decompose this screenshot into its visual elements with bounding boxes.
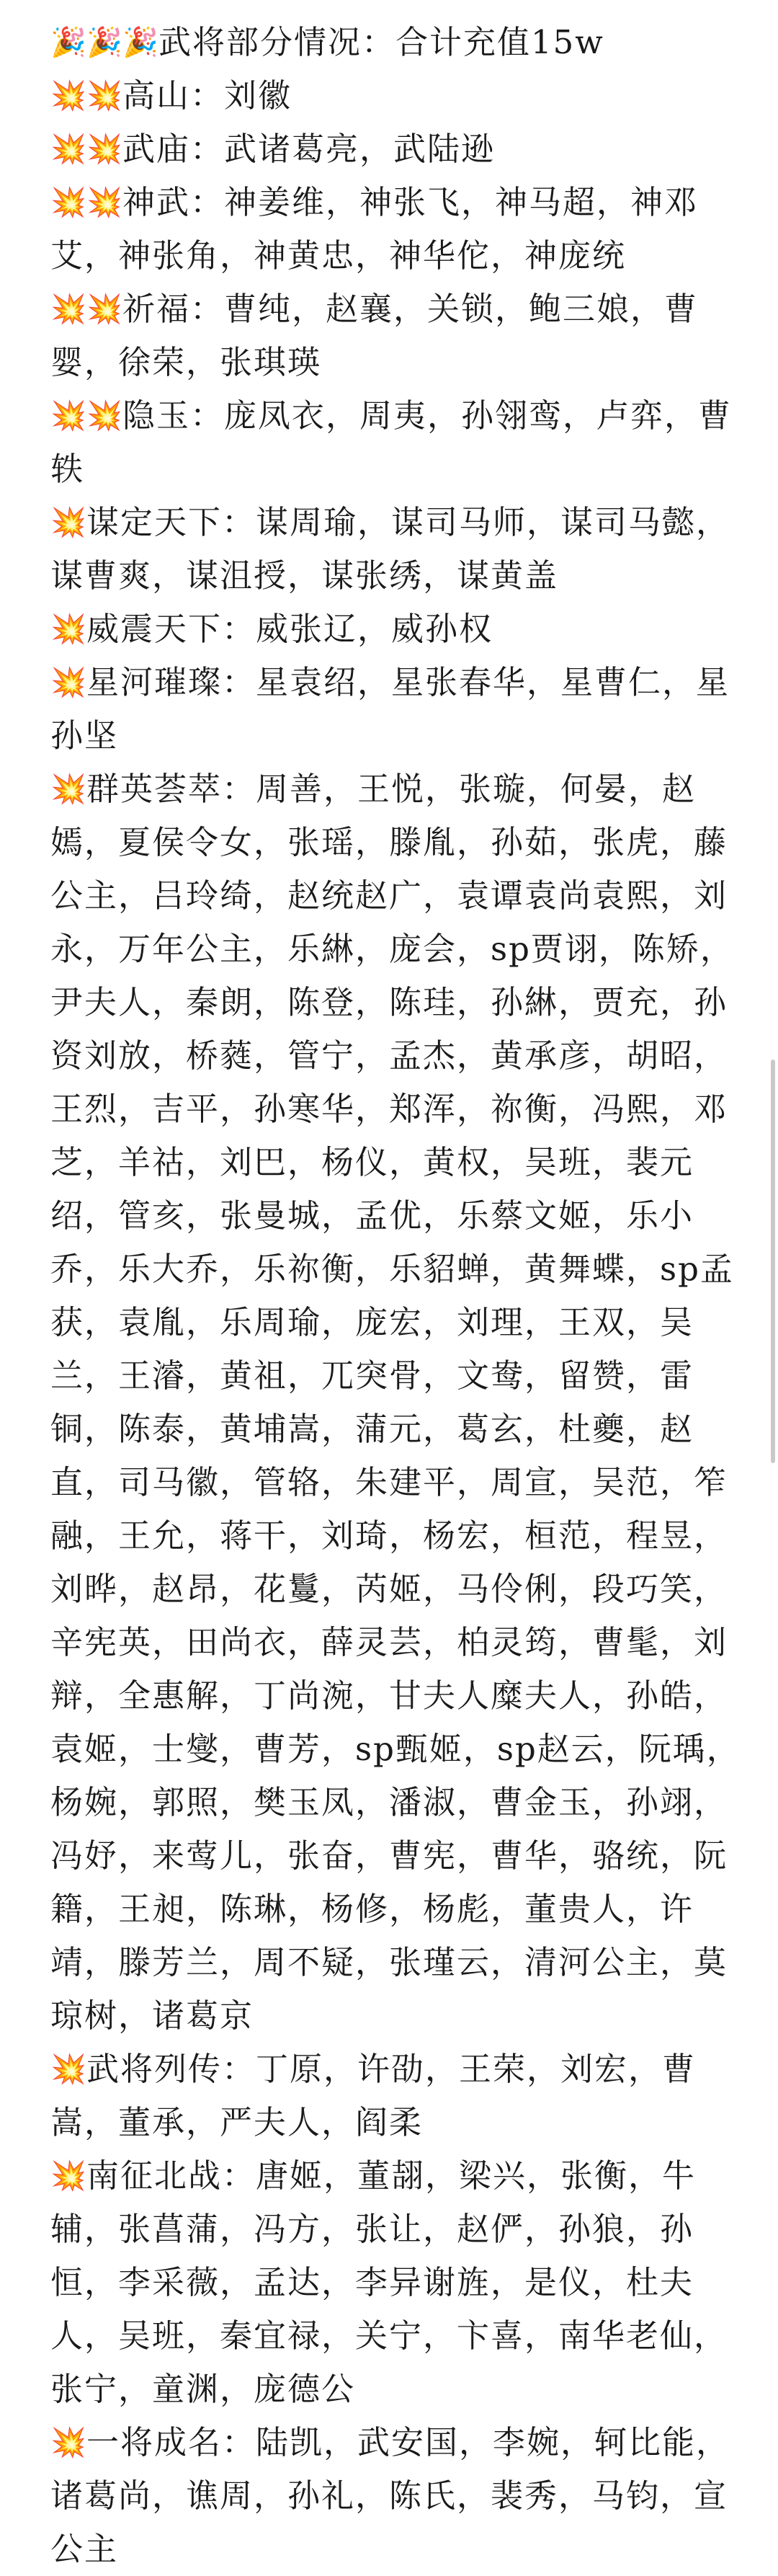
scrollbar[interactable] [771, 1060, 775, 1463]
section-text: 武将列传：丁原，许劭，王荣，刘宏，曹嵩，董承，严夫人，阎柔 [50, 2050, 697, 2141]
section-yinyu [50, 389, 749, 496]
collision-icon: 💥 [86, 79, 124, 112]
section-text: 高山：刘徽 [122, 76, 292, 115]
party-popper-icon: 🎉 [86, 26, 124, 59]
collision-icon: 💥 [50, 613, 88, 646]
section-text: 神武：神姜维，神张飞，神马超，神邓艾，神张角，神黄忠，神华佗，神庞统 [50, 183, 699, 275]
section-text: 南征北战：唐姬，董翓，梁兴，张衡，牛辅，张菖蒲，冯方，张让，赵俨，孙狼，孙恒，李采薇，孟达，李异谢旌，是仪，杜夫人，吴班，秦宜禄，关宁，卞喜，南华老仙，张宁，童渊，庞德公 [50, 2157, 728, 2408]
section-xinghecuican [50, 656, 749, 763]
section-text: 一将成名：陆凯，武安国，李婉，轲比能，诸葛尚，谯周，孙礼，陈氏，裴秀，马钧，宣公主 [50, 2423, 730, 2568]
collision-icon: 💥 [50, 79, 88, 112]
section-gaoshan [50, 69, 749, 123]
collision-icon: 💥 [86, 293, 124, 326]
collision-icon: 💥 [50, 773, 88, 806]
collision-icon: 💥 [50, 666, 88, 699]
section-shenwu [50, 176, 749, 283]
section-text: 威震天下：威张辽，威孙权 [86, 610, 493, 648]
header-line [50, 16, 749, 69]
section-text: 武庙：武诸葛亮，武陆逊 [122, 130, 496, 168]
collision-icon: 💥 [50, 293, 88, 326]
party-popper-icon: 🎉 [50, 26, 88, 59]
section-qunyinghuicui [50, 763, 749, 2043]
section-wumiao [50, 123, 749, 176]
collision-icon: 💥 [50, 2053, 88, 2086]
section-text: 祈福：曹纯，赵襄，关锁，鲍三娘，曹婴，徐荣，张琪瑛 [50, 290, 699, 381]
collision-icon: 💥 [50, 506, 88, 539]
collision-icon: 💥 [50, 399, 88, 432]
collision-icon: 💥 [50, 2426, 88, 2459]
section-nanzhengbeizhan [50, 2149, 749, 2416]
collision-icon: 💥 [50, 133, 88, 166]
section-yijiangchengming [50, 2416, 749, 2576]
section-text: 群英荟萃：周善，王悦，张璇，何晏，赵嫣，夏侯令女，张瑶，滕胤，孙茹，张虎，藤公主，吕玲绮，赵统赵广，袁谭袁尚袁熙，刘永，万年公主，乐綝，庞会，sp贾诩，陈矫，尹夫人，秦朗，陈登，陈珪，孙綝，贾充，孙资刘放，桥蕤，管宁，孟杰，黄承彦，胡昭，王烈，吉平，孙寒华，郑浑，祢衡，冯熙，邓芝，羊祜，刘巴，杨仪，黄权，吴班，裴元绍，管亥，张曼城，孟优，乐蔡文姬，乐小乔，乐大乔，乐祢衡，乐貂蝉，黄舞蝶，sp孟获，袁胤，乐周瑜，庞宏，刘理，王双，吴兰，王濬，黄祖，兀突骨，文鸯，留赞，雷铜，陈泰，黄埔嵩，蒲元，葛玄，杜夔，赵直，司马徽，管辂，朱建平，周宣，吴范，笮融，王允，蒋干，刘琦，杨宏，桓范，程昱，刘晔，赵昂，花鬘，芮姬，马伶俐，段巧笑，辛宪英，田尚衣，薛灵芸，柏灵筠，曹髦，刘辩，全惠解，丁尚涴，甘夫人糜夫人，孙皓，袁姬，士燮，曹芳，sp甄姬，sp赵云，阮瑀，杨婉，郭照，樊玉凤，潘淑，曹金玉，孙翊，冯妤，来莺儿，张奋，曹宪，曹华，骆统，阮籍，王昶，陈琳，杨修，杨彪，董贵人，许靖，滕芳兰，周不疑，张瑾云，清河公主，莫琼树，诸葛京 [50, 770, 741, 2035]
header-text: 武将部分情况：合计充值15w [158, 23, 604, 61]
section-text: 隐玉：庞凤衣，周夷，孙翎鸾，卢弈，曹轶 [50, 396, 733, 488]
section-qifu [50, 283, 749, 389]
section-wujiangliezhuan [50, 2043, 749, 2149]
collision-icon: 💥 [50, 2159, 88, 2193]
collision-icon: 💥 [86, 399, 124, 432]
collision-icon: 💥 [86, 186, 124, 219]
collision-icon: 💥 [50, 186, 88, 219]
section-moudingtianxia [50, 496, 749, 603]
party-popper-icon: 🎉 [122, 26, 160, 59]
collision-icon: 💥 [86, 133, 124, 166]
section-weizhentianxia [50, 603, 749, 656]
section-text: 谋定天下：谋周瑜，谋司马师，谋司马懿，谋曹爽，谋沮授，谋张绣，谋黄盖 [50, 503, 730, 595]
section-text: 星河璀璨：星袁绍，星张春华，星曹仁，星孙坚 [50, 663, 730, 755]
